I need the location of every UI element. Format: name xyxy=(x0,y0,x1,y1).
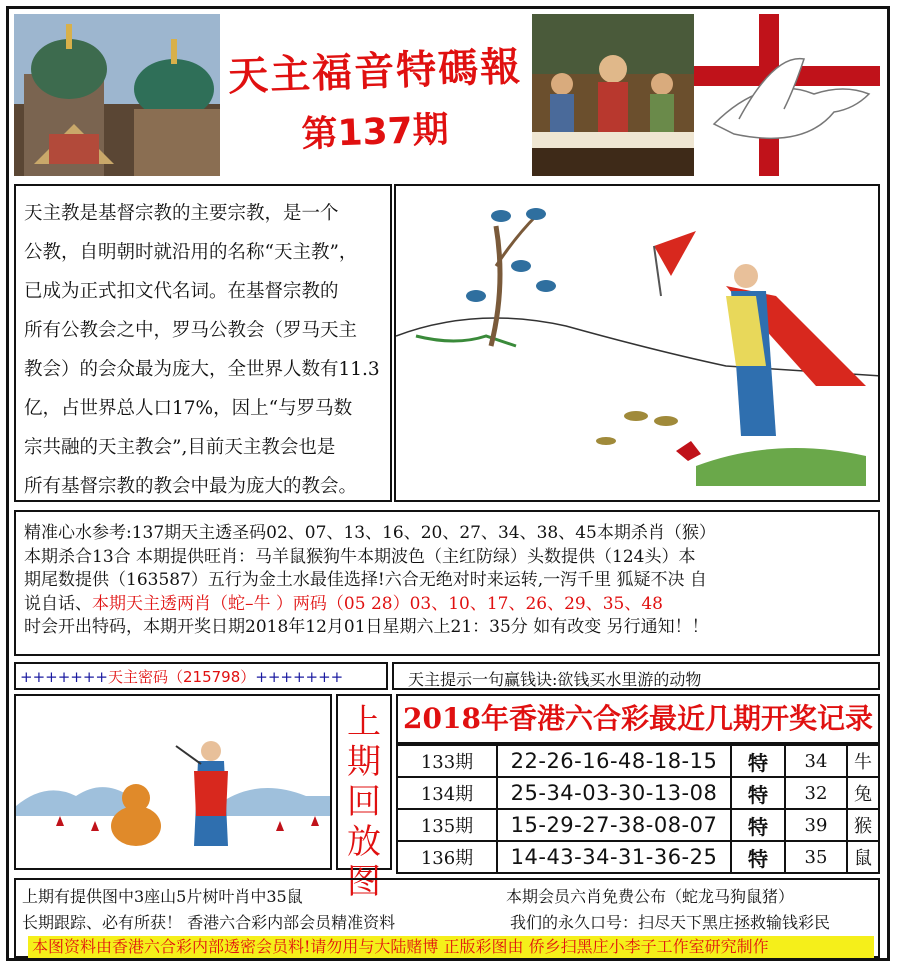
replay-char: 期 xyxy=(347,742,381,782)
footer xyxy=(14,878,880,958)
church-dome-image xyxy=(14,14,220,176)
intro-paragraph xyxy=(14,184,392,502)
numbers-cell: 14-43-34-31-36-25 xyxy=(497,841,731,873)
issue-number: 第137期 xyxy=(300,109,450,156)
intro-line: 公教，自明朝时就沿用的名称“天主教”， xyxy=(24,242,358,263)
intro-line: 所有公教会之中，罗马公教会（罗马天主 xyxy=(24,320,358,341)
intro-line: 天主教是基督宗教的主要宗教，是一个 xyxy=(24,203,339,224)
reference-highlight: 本期天主透两肖（蛇–牛 ）两码（05 28）03、10、17、26、29、35、48 xyxy=(92,593,663,614)
intro-line: 亿，占世界总人口17%，因上“与罗马数 xyxy=(24,398,353,419)
table-row xyxy=(397,809,879,841)
footer-text: 长期跟踪、必有所获！ 香港六合彩内部会员精准资料 xyxy=(22,913,396,932)
zodiac-cell: 兔 xyxy=(847,777,879,809)
code-suffix: +++++++ xyxy=(255,668,344,686)
last-issue-replay-label xyxy=(336,694,392,902)
draw-record-title: 2018年香港六合彩最近几期开奖记录 xyxy=(396,694,880,744)
intro-line: 宗共融的天主教会”,目前天主教会也是 xyxy=(24,437,336,458)
secret-code: 天主密码（215798） xyxy=(107,668,256,686)
numbers-cell: 15-29-27-38-08-07 xyxy=(497,809,731,841)
replay-char: 回 xyxy=(347,782,381,822)
zodiac-cell: 鼠 xyxy=(847,841,879,873)
hint-bar xyxy=(392,662,880,690)
replay-char: 图 xyxy=(347,862,381,902)
reference-line: 时会开出特码，本期开奖日期2018年12月01日星期六上21：35分 如有改变 另行通知！！ xyxy=(24,617,709,637)
gourd-illustration xyxy=(14,694,332,870)
special-number-cell: 39 xyxy=(785,809,847,841)
secret-code-bar xyxy=(14,662,388,690)
issue-cell: 135期 xyxy=(397,809,497,841)
special-label-cell: 特 xyxy=(731,809,785,841)
special-label-cell: 特 xyxy=(731,777,785,809)
special-label-cell: 特 xyxy=(731,745,785,777)
numbers-cell: 25-34-03-30-13-08 xyxy=(497,777,731,809)
reference-text: 说自话、 xyxy=(24,593,92,614)
intro-line: 所有基督宗教的教会中最为庞大的教会。 xyxy=(24,476,358,497)
cross-dove-image xyxy=(694,14,880,176)
issue-cell: 134期 xyxy=(397,777,497,809)
reference-line: 期尾数提供（163587）五行为金土水最佳选择!六合无绝对时来运转,一泻千里 狐疑不决 自 xyxy=(24,570,707,590)
reference-block xyxy=(14,510,880,656)
intro-line: 教会）的会众最为庞大，全世界人数有11.3 xyxy=(24,359,380,380)
table-row xyxy=(397,745,879,777)
zodiac-cell: 牛 xyxy=(847,745,879,777)
special-number-cell: 34 xyxy=(785,745,847,777)
issue-cell: 133期 xyxy=(397,745,497,777)
code-prefix: +++++++ xyxy=(20,668,108,686)
table-row xyxy=(397,777,879,809)
special-label-cell: 特 xyxy=(731,841,785,873)
table-row xyxy=(397,841,879,873)
replay-char: 上 xyxy=(347,702,381,742)
flag-woman-illustration xyxy=(394,184,880,502)
last-supper-image xyxy=(532,14,694,176)
page-title: 天主福音特碼報 xyxy=(227,43,523,101)
reference-line xyxy=(24,593,878,617)
reference-line: 本期杀合13合 本期提供旺肖：马羊鼠猴狗牛本期波色（主红防绿）头数提供（124头）本 xyxy=(24,546,696,567)
numbers-cell: 22-26-16-48-18-15 xyxy=(497,745,731,777)
special-number-cell: 35 xyxy=(785,841,847,873)
hint-text: 天主提示一句赢钱诀:欲钱买水里游的动物 xyxy=(408,670,702,689)
special-number-cell: 32 xyxy=(785,777,847,809)
issue-cell: 136期 xyxy=(397,841,497,873)
zodiac-cell: 猴 xyxy=(847,809,879,841)
draw-results-table xyxy=(396,744,880,874)
intro-line: 已成为正式扣文代名词。在基督宗教的 xyxy=(24,281,339,302)
reference-line: 精准心水参考:137期天主透圣码02、07、13、16、20、27、34、38、45本期杀肖（猴） xyxy=(24,523,716,543)
footer-text: 上期有提供图中3座山5片树叶肖中35鼠 xyxy=(22,887,303,906)
footer-text: 我们的永久口号：扫尽天下黑庄拯救输钱彩民 xyxy=(510,913,831,932)
footer-highlight-banner: 本图资料由香港六合彩内部透密会员料!请勿用与大陆赌博 正版彩图由 侨乡扫黑庄小李子工作室研究制作 xyxy=(28,936,874,958)
footer-text: 本期会员六肖免费公布（蛇龙马狗鼠猪） xyxy=(506,887,795,906)
title-area xyxy=(224,14,526,176)
replay-char: 放 xyxy=(347,822,381,862)
